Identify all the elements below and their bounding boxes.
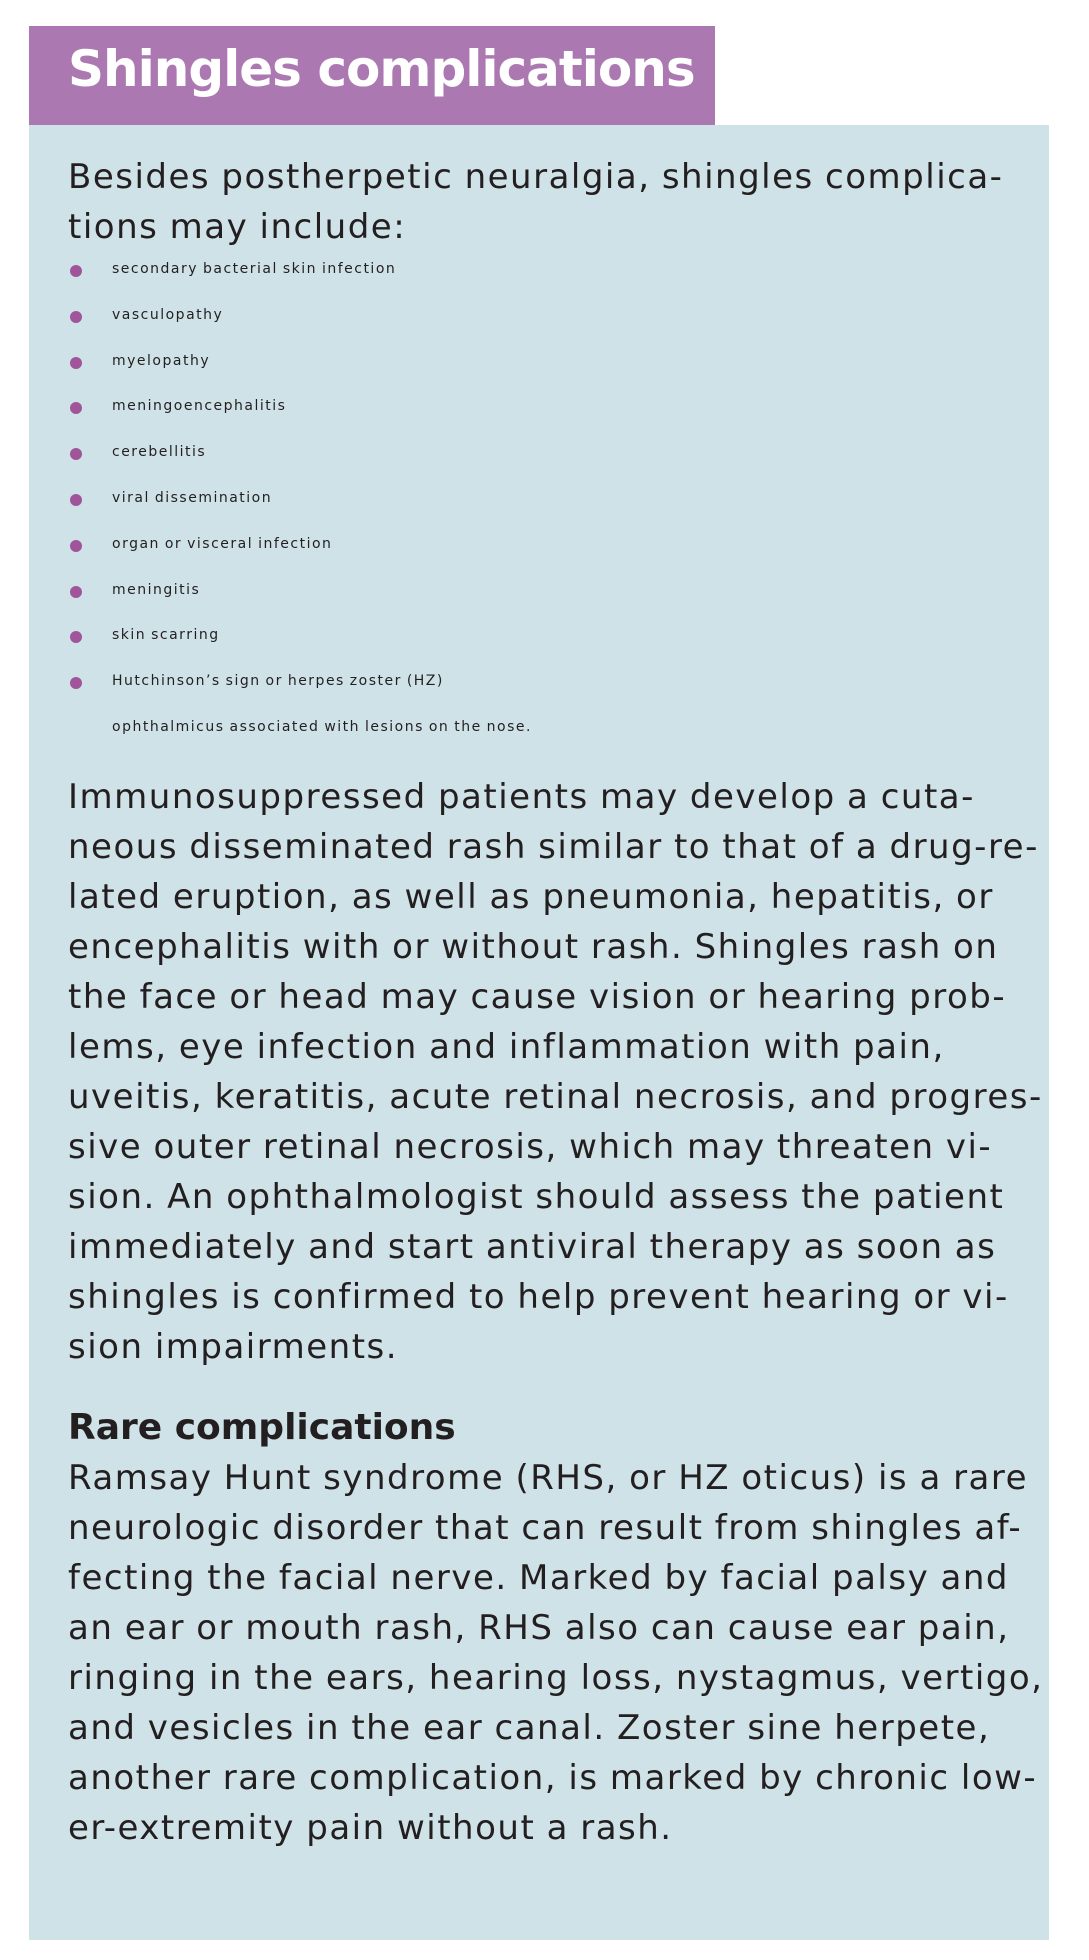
rare-complications-heading: Rare complications xyxy=(68,1407,456,1448)
list-item xyxy=(68,384,1048,430)
paragraph-line: uveitis, keratitis, acute retinal necrosis, and progres- xyxy=(68,1077,1043,1117)
paragraph-line: neous disseminated rash similar to that of a drug-re- xyxy=(68,827,1039,867)
list-item xyxy=(68,522,1048,568)
bullet-icon xyxy=(70,448,82,460)
paragraph-line: shingles is confirmed to help prevent hearing or vi- xyxy=(68,1277,1009,1317)
list-item-text: meningitis xyxy=(112,581,201,598)
paragraph-line: immediately and start antiviral therapy as soon as xyxy=(68,1227,997,1267)
list-item xyxy=(68,476,1048,522)
paragraph-line: ringing in the ears, hearing loss, nystagmus, vertigo, xyxy=(68,1658,1044,1698)
paragraph-line: fecting the facial nerve. Marked by facial palsy and xyxy=(68,1558,1009,1598)
list-item-text: skin scarring xyxy=(112,627,220,644)
complications-list xyxy=(68,247,1048,751)
paragraph-line: lated eruption, as well as pneumonia, hepatitis, or xyxy=(68,877,994,917)
list-item xyxy=(68,659,1048,705)
paragraph-line: er-extremity pain without a rash. xyxy=(68,1808,673,1848)
bullet-icon xyxy=(70,586,82,598)
list-item xyxy=(68,339,1048,385)
paragraph-line: sive outer retinal necrosis, which may threaten vi- xyxy=(68,1127,993,1167)
paragraph-line: the face or head may cause vision or hearing prob- xyxy=(68,977,1007,1017)
paragraph-line: encephalitis with or without rash. Shingles rash on xyxy=(68,927,999,967)
list-item-text: cerebellitis xyxy=(112,444,207,461)
box-title: Shingles complications xyxy=(68,40,695,98)
paragraph-line: Ramsay Hunt syndrome (RHS, or HZ oticus) is a rare xyxy=(68,1458,1029,1498)
list-item-continuation xyxy=(68,705,1048,751)
rare-complications-paragraph xyxy=(68,1453,1044,1853)
list-item-text: organ or visceral infection xyxy=(112,535,333,552)
bullet-icon xyxy=(70,402,82,414)
list-item-text: viral dissemination xyxy=(112,489,273,506)
paragraph-line: another rare complication, is marked by chronic low- xyxy=(68,1758,1038,1798)
list-item-text: vasculopathy xyxy=(112,306,224,323)
list-item-text: myelopathy xyxy=(112,352,211,369)
paragraph-line: and vesicles in the ear canal. Zoster sine herpete, xyxy=(68,1708,991,1748)
paragraph-line: an ear or mouth rash, RHS also can cause ear pain, xyxy=(68,1608,1010,1648)
paragraph-line: lems, eye infection and inflammation with pain, xyxy=(68,1027,945,1067)
intro-line: Besides postherpetic neuralgia, shingles complica- xyxy=(68,157,1004,197)
immunosuppressed-paragraph xyxy=(68,772,1043,1372)
bullet-icon xyxy=(70,677,82,689)
intro-text xyxy=(68,152,1028,252)
bullet-icon xyxy=(70,357,82,369)
list-item xyxy=(68,293,1048,339)
list-item xyxy=(68,613,1048,659)
bullet-icon xyxy=(70,540,82,552)
bullet-icon xyxy=(70,631,82,643)
list-item xyxy=(68,568,1048,614)
paragraph-line: neurologic disorder that can result from shingles af- xyxy=(68,1508,1023,1548)
bullet-icon xyxy=(70,311,82,323)
list-item-text: meningoencephalitis xyxy=(112,398,287,415)
paragraph-line: sion impairments. xyxy=(68,1327,399,1367)
bullet-icon xyxy=(70,265,82,277)
list-item xyxy=(68,247,1048,293)
paragraph-line: sion. An ophthalmologist should assess the patient xyxy=(68,1177,1005,1217)
paragraph-line: Immunosuppressed patients may develop a cuta- xyxy=(68,777,975,817)
list-item-text: secondary bacterial skin infection xyxy=(112,261,397,277)
bullet-icon xyxy=(70,494,82,506)
intro-line: tions may include: xyxy=(68,207,407,247)
list-item-text: ophthalmicus associated with lesions on the nose. xyxy=(112,718,532,735)
list-item xyxy=(68,430,1048,476)
list-item-text: Hutchinson’s sign or herpes zoster (HZ) xyxy=(112,673,444,690)
